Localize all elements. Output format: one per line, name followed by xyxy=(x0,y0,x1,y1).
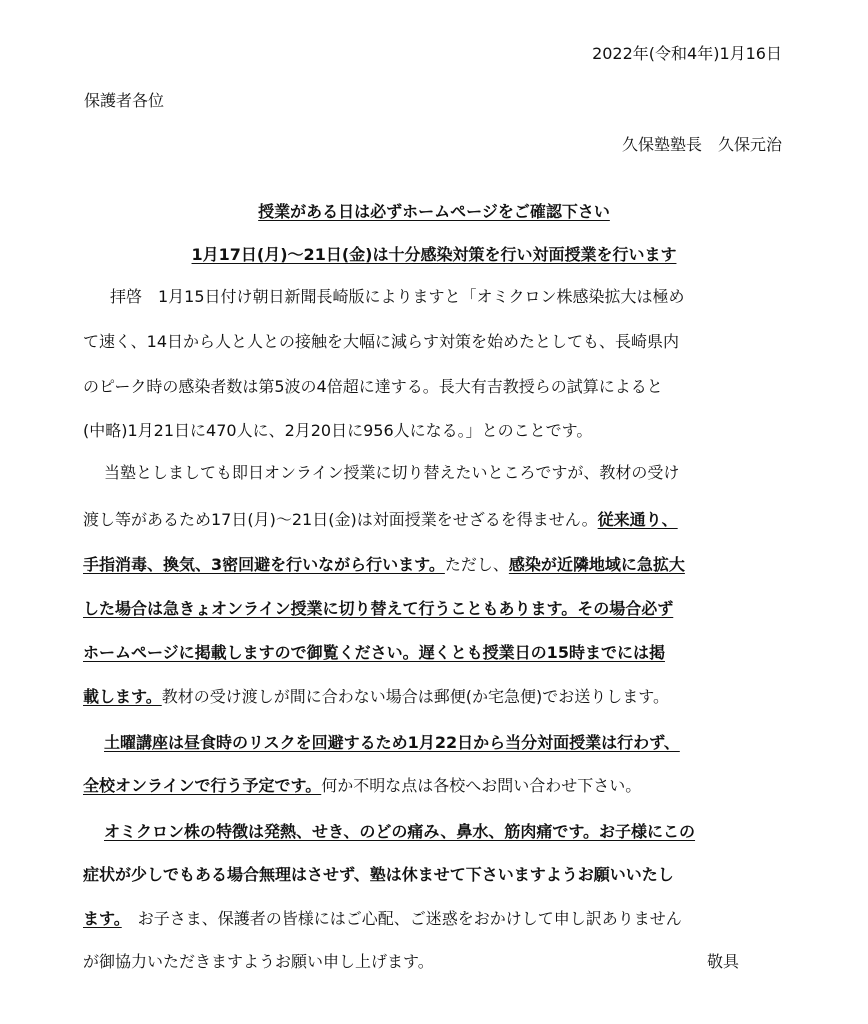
paragraph-news-line-1: 拝啓 1月15日付け朝日新聞長崎版によりますと「オミクロン株感染拡大は極め xyxy=(110,287,685,306)
recipient-line: 保護者各位 xyxy=(84,91,165,110)
paragraph-saturday-class-line-2 xyxy=(83,776,641,796)
paragraph-class-policy-line-3 xyxy=(83,555,685,575)
policy-line-6-plain: 教材の受け渡しが間に合わない場合は郵便(か宅急便)でお送りします。 xyxy=(161,687,669,706)
symptoms-line-3-plain: お子さま、保護者の皆様にはご心配、ご迷惑をおかけして申し訳ありません xyxy=(121,909,682,928)
policy-line-3-emphasis: 手指消毒、換気、3密回避を行いながら行います。 xyxy=(83,555,445,574)
policy-line-3-emphasis-2: 感染が近隣地域に急拡大 xyxy=(508,555,685,574)
sender-line: 久保塾塾長 久保元治 xyxy=(621,135,782,154)
policy-line-6-emphasis: 載します。 xyxy=(83,687,162,706)
paragraph-class-policy-line-4: した場合は急きょオンライン授業に切り替えて行うこともあります。その場合必ず xyxy=(83,599,674,618)
paragraph-news-line-2: て速く、14日から人と人との接触を大幅に減らす対策を始めたとしても、長崎県内 xyxy=(83,332,680,351)
paragraph-symptoms-line-3 xyxy=(83,909,682,929)
saturday-line-2-emphasis: 全校オンラインで行う予定です。 xyxy=(83,776,322,795)
policy-line-2-emphasis: 従来通り、 xyxy=(597,510,678,529)
paragraph-class-policy-line-6 xyxy=(83,687,669,707)
schedule-title: 1月17日(月)～21日(金)は十分感染対策を行い対面授業を行います xyxy=(191,245,677,264)
paragraph-symptoms-line-2: 症状が少しでもある場合無理はさせず、塾は休ませて下さいますようお願いいたし xyxy=(83,865,674,884)
saturday-line-2-plain: 何か不明な点は各校へお問い合わせ下さい。 xyxy=(321,776,642,795)
notice-title: 授業がある日は必ずホームページをご確認下さい xyxy=(258,202,610,221)
paragraph-symptoms-line-4: が御協力いただきますようお願い申し上げます。 xyxy=(83,952,434,971)
document-date: 2022年(令和4年)1月16日 xyxy=(592,44,782,63)
closing-word: 敬具 xyxy=(707,952,740,971)
policy-line-3-plain: ただし、 xyxy=(444,555,509,574)
symptoms-line-3-emphasis: ます。 xyxy=(83,909,122,928)
paragraph-class-policy-line-5: ホームページに掲載しますので御覧ください。遅くとも授業日の15時までには掲 xyxy=(83,643,665,662)
paragraph-saturday-class-line-1: 土曜講座は昼食時のリスクを回避するため1月22日から当分対面授業は行わず、 xyxy=(104,733,680,752)
paragraph-class-policy-line-2 xyxy=(83,510,678,530)
paragraph-news-line-4: (中略)1月21日に470人に、2月20日に956人になる。」とのことです。 xyxy=(83,421,593,440)
paragraph-class-policy-line-1: 当塾としましても即日オンライン授業に切り替えたいところですが、教材の受け xyxy=(104,463,680,482)
policy-line-2-plain: 渡し等があるため17日(月)～21日(金)は対面授業をせざるを得ません。 xyxy=(83,510,598,529)
paragraph-news-line-3: のピーク時の感染者数は第5波の4倍超に達する。長大有吉教授らの試算によると xyxy=(83,377,663,396)
paragraph-symptoms-line-1: オミクロン株の特徴は発熱、せき、のどの痛み、鼻水、筋肉痛です。お子様にこの xyxy=(104,822,696,841)
